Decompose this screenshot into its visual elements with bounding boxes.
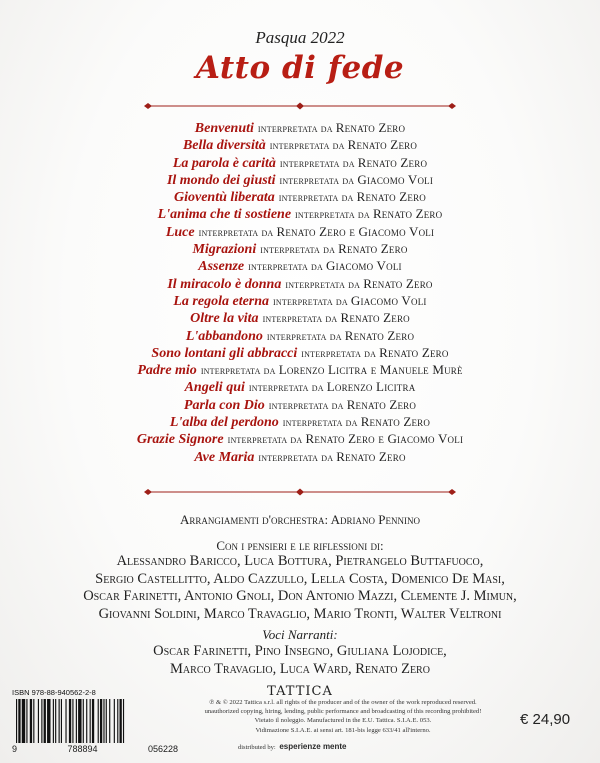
legal-line: Vidimazione S.I.A.E. ai sensi art. 181-bis legge 633/41 all'interno. <box>255 726 431 734</box>
track-credit-label: interpretata da <box>200 365 276 378</box>
top-ornament-divider <box>0 101 600 111</box>
track-title: La regola eterna <box>173 293 270 309</box>
legal-line: unauthorized copying, hiring, lending, public performance and broadcasting of this recording prohibited! <box>204 708 482 716</box>
track-credit-label: interpretata da <box>266 330 342 343</box>
track-credit <box>258 120 405 136</box>
track-credit <box>248 258 402 274</box>
track-credit-label: interpretata da <box>227 434 303 447</box>
track-row <box>0 431 600 448</box>
track-row <box>0 155 600 172</box>
thoughts-names <box>0 553 600 623</box>
track-credit <box>301 345 448 361</box>
track-row <box>0 310 600 327</box>
track-artist: Renato Zero <box>360 414 431 430</box>
thoughts-line: Sergio Castellitto, Aldo Cazzullo, Lella Costa, Domenico De Masi, <box>95 570 505 587</box>
track-credit <box>201 362 463 378</box>
track-title: Padre mio <box>137 363 197 379</box>
track-credit <box>258 449 405 465</box>
track-credit-label: interpretata da <box>269 140 345 153</box>
track-title: Gioventù liberata <box>173 190 275 206</box>
track-artist: Giacomo Voli <box>326 258 402 274</box>
track-row <box>0 345 600 362</box>
track-credit-label: interpretata da <box>273 295 348 308</box>
track-credit-label: interpretata da <box>268 399 344 412</box>
track-artist: Giacomo Voli <box>350 292 427 308</box>
track-credit-label: interpretata da <box>260 244 336 257</box>
header <box>0 28 600 86</box>
track-row <box>0 137 600 154</box>
track-title: Luce <box>165 224 195 240</box>
track-credit <box>285 276 432 292</box>
track-credit-label: interpretata da <box>278 192 354 205</box>
label-logo: TATTICA <box>267 684 333 699</box>
track-credit-label: interpretata da <box>279 157 355 170</box>
track-title: Parla con Dio <box>183 397 265 413</box>
track-artist: Lorenzo Licitra <box>326 379 416 395</box>
track-row <box>0 397 600 414</box>
track-artist: Renato Zero e Giacomo Voli <box>276 223 435 239</box>
track-artist: Renato Zero <box>379 344 449 360</box>
track-row <box>0 258 600 275</box>
track-credit <box>260 241 407 257</box>
track-title: Il miracolo è donna <box>167 276 282 292</box>
track-artist: Renato Zero <box>344 327 415 343</box>
narrators-names <box>0 643 600 678</box>
track-title: Il mondo dei giusti <box>166 172 276 188</box>
legal-text <box>188 698 498 735</box>
track-title: L'anima che ti sostiene <box>157 207 292 223</box>
track-credit <box>267 328 414 344</box>
track-row <box>0 120 600 137</box>
track-artist: Renato Zero <box>338 241 408 257</box>
track-credit <box>199 224 435 240</box>
thoughts-line: Giovanni Soldini, Marco Travaglio, Mario Tronti, Walter Veltroni <box>98 605 502 622</box>
track-artist: Renato Zero <box>372 206 443 222</box>
track-list <box>0 120 600 466</box>
track-title: Migrazioni <box>192 242 257 258</box>
album-subtitle: Pasqua 2022 <box>255 28 345 47</box>
track-title: Ave Maria <box>194 449 255 465</box>
track-artist: Renato Zero e Giacomo Voli <box>305 431 464 447</box>
track-credit-label: interpretata da <box>257 123 333 135</box>
barcode-digit-lead: 9 <box>12 744 18 754</box>
thoughts-line: Alessandro Baricco, Luca Bottura, Pietrangelo Buttafuoco, <box>116 553 484 569</box>
track-credit-label: interpretata da <box>279 174 355 187</box>
track-credit <box>273 293 427 309</box>
track-row <box>0 379 600 396</box>
track-title: La parola è carità <box>172 155 276 171</box>
track-artist: Renato Zero <box>340 310 410 326</box>
track-credit-label: interpretata da <box>262 313 338 326</box>
track-credit <box>283 414 430 430</box>
track-artist: Renato Zero <box>336 448 406 464</box>
track-row <box>0 172 600 189</box>
track-row <box>0 328 600 345</box>
track-credit-label: interpretata da <box>248 382 324 395</box>
track-artist: Renato Zero <box>357 154 428 170</box>
track-credit-label: interpretata da <box>248 261 323 274</box>
distribution-credit <box>238 742 347 751</box>
legal-line: Vietato il noleggio. Manufactured in the E.U. Tattica. S.I.A.E. 053. <box>254 717 432 725</box>
thoughts-line: Oscar Farinetti, Antonio Gnoli, Don Antonio Mazzi, Clemente J. Mimun, <box>83 588 517 604</box>
arrangements-credit: Arrangiamenti d'orchestra: Adriano Pennino <box>180 512 420 527</box>
track-credit-label: interpretata da <box>285 278 361 291</box>
distributed-by-label: distributed by: <box>238 744 276 751</box>
isbn-label: ISBN 978-88-940562-2-8 <box>12 688 96 697</box>
track-row <box>0 449 600 466</box>
track-row <box>0 293 600 310</box>
track-row <box>0 241 600 258</box>
track-credit <box>249 379 416 395</box>
distributor-logo: esperienze mente <box>279 742 347 751</box>
bottom-ornament-divider <box>0 487 600 497</box>
track-title: Oltre la vita <box>190 311 259 327</box>
track-credit <box>270 137 417 153</box>
track-row <box>0 206 600 223</box>
track-artist: Renato Zero <box>347 137 418 153</box>
track-row <box>0 276 600 293</box>
barcode-digit-right: 056228 <box>147 744 178 754</box>
barcode-digit-left: 788894 <box>67 744 98 754</box>
track-row <box>0 189 600 206</box>
track-row <box>0 224 600 241</box>
track-title: L'abbandono <box>185 328 263 344</box>
narrators-line: Marco Travaglio, Luca Ward, Renato Zero <box>170 660 430 677</box>
track-credit-label: interpretata da <box>301 347 377 360</box>
barcode-digits <box>12 744 178 754</box>
track-title: L'alba del perdono <box>169 415 279 431</box>
track-row <box>0 362 600 379</box>
track-credit-label: interpretata da <box>282 417 358 430</box>
track-credit-label: interpretata da <box>198 226 274 239</box>
track-credit <box>228 431 464 447</box>
track-artist: Giacomo Voli <box>357 171 434 187</box>
track-credit <box>279 189 426 205</box>
track-title: Sono lontani gli abbracci <box>151 345 298 361</box>
barcode-icon <box>12 699 172 743</box>
track-title: Assenze <box>198 259 245 275</box>
legal-line: ℗ & © 2022 Tattica s.r.l. all rights of the producer and of the owner of the work reproduced reserved. <box>209 699 477 706</box>
price-label: € 24,90 <box>520 711 571 728</box>
track-credit <box>280 155 427 171</box>
thoughts-heading: Con i pensieri e le riflessioni di: <box>216 538 384 553</box>
track-title: Angeli qui <box>184 380 245 396</box>
track-credit-label: interpretata da <box>295 209 370 222</box>
track-title: Benvenuti <box>194 121 254 136</box>
narrators-line: Oscar Farinetti, Pino Insegno, Giuliana Lojodice, <box>153 643 447 659</box>
track-credit <box>263 310 410 326</box>
track-artist: Renato Zero <box>356 189 427 205</box>
track-artist: Lorenzo Licitra e Manuele Murè <box>278 362 463 378</box>
album-title: Atto di fede <box>195 50 405 86</box>
track-credit <box>295 206 442 222</box>
track-credit-label: interpretata da <box>258 451 334 464</box>
track-title: Grazie Signore <box>136 432 224 448</box>
track-artist: Renato Zero <box>346 396 417 412</box>
narrators-heading: Voci Narranti: <box>262 627 338 642</box>
track-credit <box>279 172 433 188</box>
track-artist: Renato Zero <box>363 275 433 291</box>
track-row <box>0 414 600 431</box>
track-credit <box>269 397 416 413</box>
track-title: Bella diversità <box>182 138 266 154</box>
track-artist: Renato Zero <box>335 120 406 135</box>
